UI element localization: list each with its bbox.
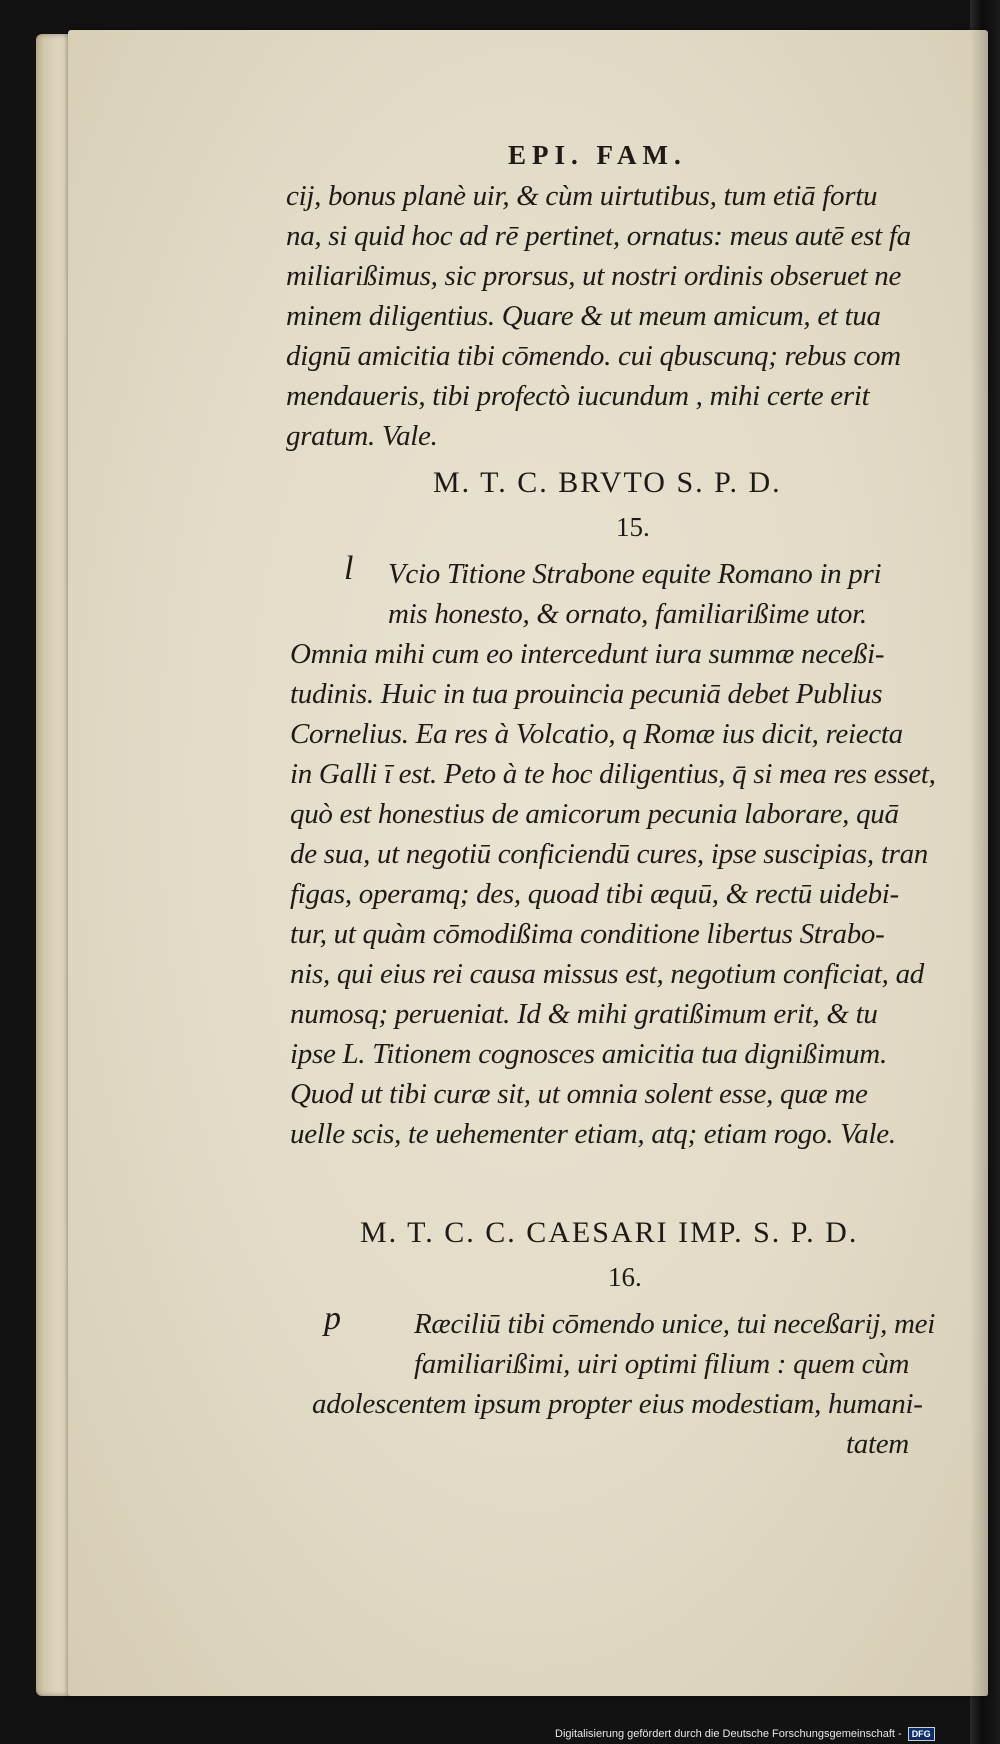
digitization-credit <box>555 1726 935 1742</box>
text-line: nis, qui eius rei causa missus est, negotium conficiat, ad <box>290 958 924 990</box>
text-line: dignū amicitia tibi cōmendo. cui qbuscunq; rebus com <box>286 340 901 372</box>
text-line: in Galli ī est. Peto à te hoc diligentius, q̄ si mea res esset, <box>290 758 936 790</box>
text-line: cij, bonus planè uir, & cùm uirtutibus, tum etiā fortu <box>286 180 878 212</box>
text-line: figas, operamq; des, quoad tibi æquū, & rectū uidebi- <box>290 878 899 910</box>
text-line: Cornelius. Ea res à Volcatio, q Romæ ius dicit, reiecta <box>290 718 903 750</box>
text-line: Vcio Titione Strabone equite Romano in pri <box>388 558 882 590</box>
text-line: Omnia mihi cum eo intercedunt iura summæ neceßi- <box>290 638 885 670</box>
guide-letter: l <box>344 550 354 587</box>
text-line: tur, ut quàm cōmodißima conditione libertus Strabo- <box>290 918 885 950</box>
text-line: na, si quid hoc ad rē pertinet, ornatus: meus autē est fa <box>286 220 911 252</box>
guide-letter: p <box>324 1300 341 1337</box>
text-line: tudinis. Huic in tua prouincia pecuniā debet Publius <box>290 678 883 710</box>
dfg-logo: DFG <box>908 1727 935 1741</box>
text-line: uelle scis, te uehementer etiam, atq; etiam rogo. Vale. <box>290 1118 896 1150</box>
letter-heading: M. T. C. BRVTO S. P. D. <box>433 466 782 499</box>
text-line: minem diligentius. Quare & ut meum amicum, et tua <box>286 300 881 332</box>
text-line: quò est honestius de amicorum pecunia laborare, quā <box>290 798 899 830</box>
letter-heading: M. T. C. C. CAESARI IMP. S. P. D. <box>360 1216 859 1249</box>
text-line: adolescentem ipsum propter eius modestiam, humani- <box>312 1388 923 1420</box>
text-line: Ræciliū tibi cōmendo unice, tui neceßarij, mei <box>414 1308 935 1340</box>
credit-text: Digitalisierung gefördert durch die Deutsche Forschungsgemeinschaft - <box>555 1728 902 1740</box>
letter-number: 16. <box>608 1262 642 1292</box>
book-page <box>68 30 988 1696</box>
text-line: miliarißimus, sic prorsus, ut nostri ordinis obseruet ne <box>286 260 902 292</box>
running-head: EPI. FAM. <box>508 140 687 170</box>
catchword: tatem <box>846 1428 909 1460</box>
letter-number: 15. <box>616 512 650 542</box>
text-line: ipse L. Titionem cognosces amicitia tua dignißimum. <box>290 1038 887 1070</box>
text-line: de sua, ut negotiū conficiendū cures, ipse suscipias, tran <box>290 838 928 870</box>
text-line: familiarißimi, uiri optimi filium : quem cùm <box>414 1348 910 1380</box>
text-line: gratum. Vale. <box>286 420 438 452</box>
text-line: mendaueris, tibi profectò iucundum , mihi certe erit <box>286 380 870 412</box>
text-line: numosq; perueniat. Id & mihi gratißimum erit, & tu <box>290 998 878 1030</box>
text-line: Quod ut tibi curæ sit, ut omnia solent esse, quæ me <box>290 1078 868 1110</box>
text-line: mis honesto, & ornato, familiarißime utor. <box>388 598 867 630</box>
